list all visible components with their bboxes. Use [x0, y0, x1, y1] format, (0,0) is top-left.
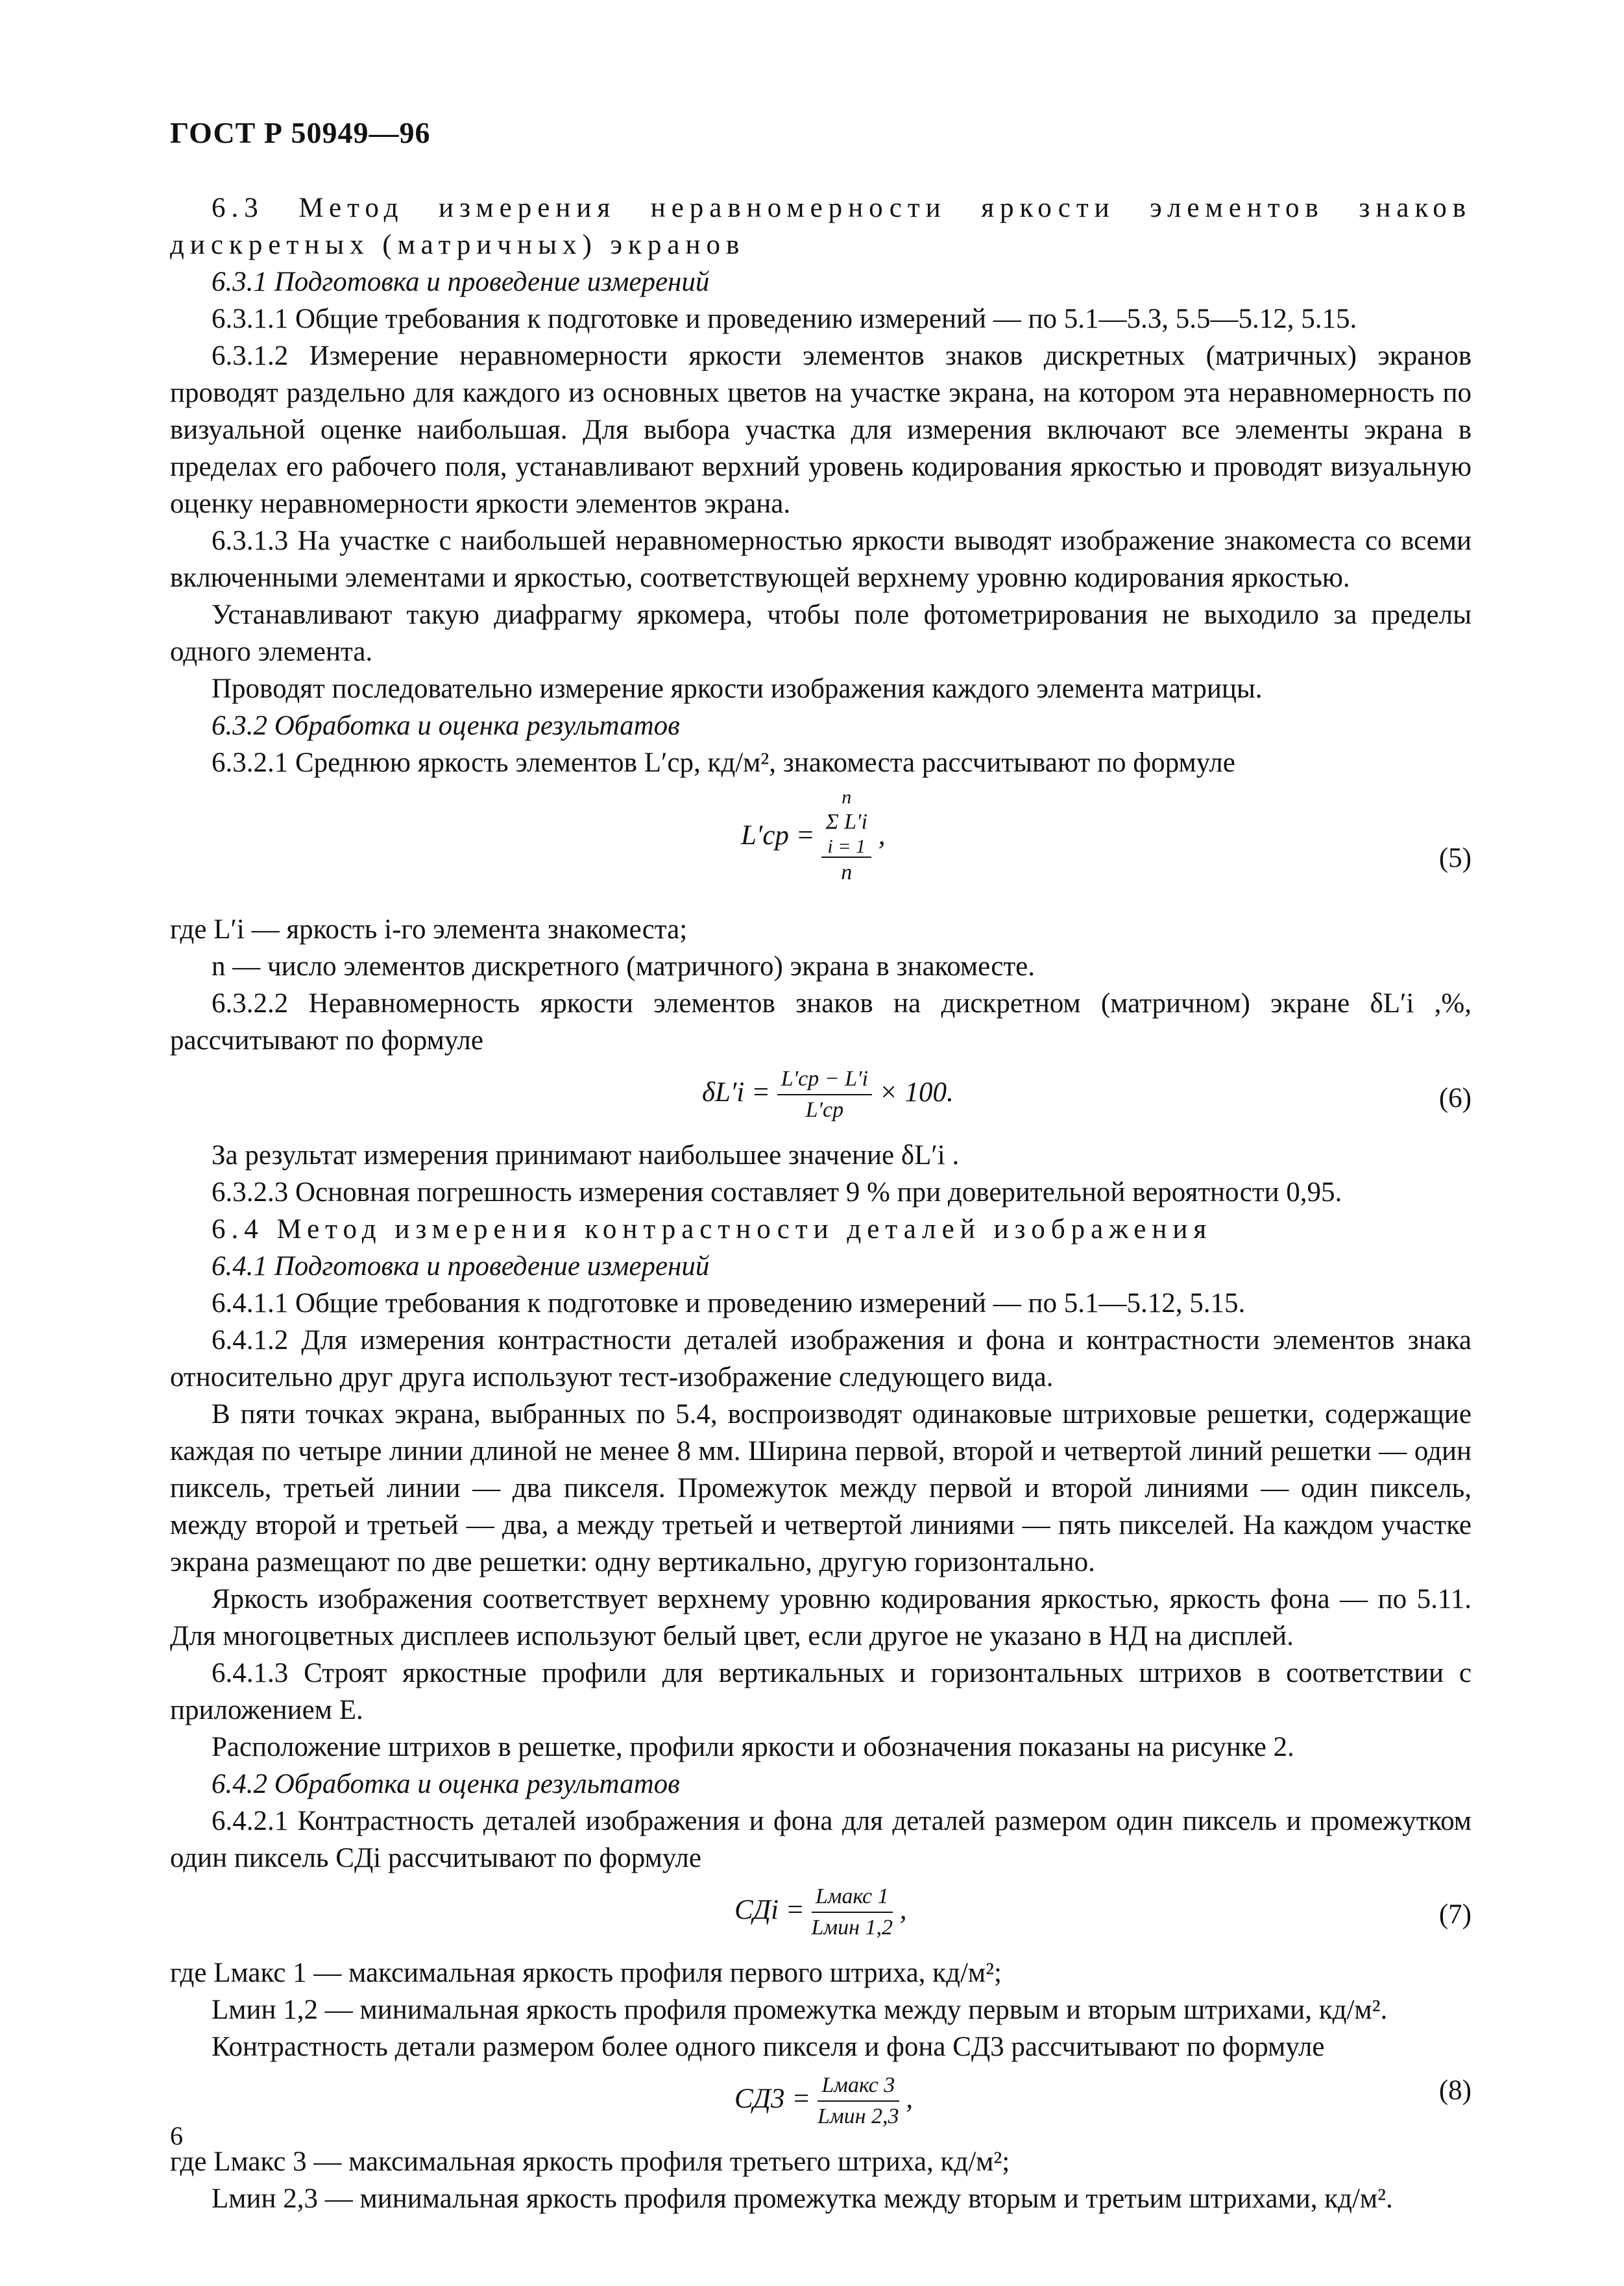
formula-6-lhs: δL′i =	[702, 1076, 771, 1108]
formula-5-sum-top: n	[842, 786, 852, 808]
formula-6-numerator: L′ср − L′i	[777, 1064, 872, 1095]
formula-7-tail: ,	[899, 1894, 907, 1925]
formula-8-denominator: Lмин 2,3	[818, 2104, 899, 2128]
formula-7-numerator: Lмакс 1	[812, 1882, 893, 1913]
formula-6	[170, 1059, 1472, 1137]
paragraph-five-points: В пяти точках экрана, выбранных по 5.4, воспроизводят одинаковые штриховые решетки, содержащие каждая по четыре линии длиной не менее 8 мм. Ширина первой, второй и четвертой линий решетки — один пиксель, третьей линии — два пикселя. Промежуток между первой и второй линиями — один пиксель, между второй и третьей — два, а между третьей и четвертой линиями — пять пикселей. На каждом участке экрана размещают по две решетки: одну вертикально, другую горизонтально.	[170, 1399, 1472, 1577]
formula-7	[170, 1877, 1472, 1954]
formula-5-sum-body: Σ L′i	[825, 810, 867, 834]
section-6-4-title: 6.4 Метод измерения контрастности деталей изображения	[212, 1214, 1213, 1245]
formula-8-number: (8)	[1438, 2075, 1472, 2106]
where-8-b: Lмин 2,3 — минимальная яркость профиля промежутка между вторым и третьим штрихами, кд/м².	[212, 2183, 1393, 2214]
formula-7-number: (7)	[1438, 1899, 1472, 1930]
formula-7-lhs: CДi =	[734, 1894, 805, 1925]
paragraph-result: За результат измерения принимают наибольшее значение δL′i .	[212, 1140, 960, 1171]
paragraph-6-3-2-2: 6.3.2.2 Неравномерность яркости элементов знаков на дискретном (матричном) экране δL′i ,%, рассчитывают по формуле	[170, 988, 1472, 1056]
formula-8-lhs: CД3 =	[734, 2083, 811, 2114]
paragraph-contrast-3: Контрастность детали размером более одного пикселя и фона CД3 рассчитывают по формуле	[212, 2032, 1325, 2062]
paragraph-sequential: Проводят последовательно измерение яркости изображения каждого элемента матрицы.	[212, 674, 1263, 704]
formula-6-fraction	[777, 1064, 872, 1125]
formula-6-tail: × 100.	[879, 1076, 954, 1108]
formula-7-denominator: Lмин 1,2	[811, 1915, 893, 1939]
formula-8	[170, 2065, 1472, 2143]
formula-5-fraction	[821, 788, 871, 888]
document-body	[170, 189, 1472, 2217]
formula-5-number: (5)	[1438, 843, 1472, 873]
where-7-a: где Lмакс 1 — максимальная яркость профиля первого штриха, кд/м²;	[170, 1958, 1002, 1988]
where-8-a: где Lмакс 3 — максимальная яркость профиля третьего штриха, кд/м²;	[170, 2146, 1010, 2177]
formula-6-denominator: L′ср	[805, 1098, 844, 1122]
page-number: 6	[170, 2121, 183, 2150]
paragraph-arrangement: Расположение штрихов в решетке, профили яркости и обозначения показаны на рисунке 2.	[212, 1732, 1294, 1762]
formula-5-tail: ,	[878, 820, 886, 851]
formula-5	[170, 781, 1472, 911]
paragraph-6-3-2-1: 6.3.2.1 Среднюю яркость элементов L′ср, кд/м², знакоместа рассчитывают по формуле	[212, 748, 1235, 778]
formula-7-fraction	[812, 1882, 893, 1943]
section-6-4-2-title: 6.4.2 Обработка и оценка результатов	[212, 1769, 680, 1799]
paragraph-6-3-1-3: 6.3.1.3 На участке с наибольшей неравномерностью яркости выводят изображение знакоместа со всеми включенными элементами и яркостью, соответствующей верхнему уровню кодирования яркостью.	[170, 526, 1472, 593]
formula-5-sum-bottom: i = 1	[827, 836, 866, 857]
formula-5-denominator: n	[841, 860, 853, 884]
paragraph-diaphragm: Устанавливают такую диафрагму яркомера, чтобы поле фотометрирования не выходило за пределы одного элемента.	[170, 600, 1472, 667]
paragraph-6-3-2-3: 6.3.2.3 Основная погрешность измерения составляет 9 % при доверительной вероятности 0,95.	[212, 1177, 1342, 1208]
paragraph-6-4-1-2: 6.4.1.2 Для измерения контрастности деталей изображения и фона и контрастности элементов знака относительно друг друга используют тест-изображение следующего вида.	[170, 1325, 1472, 1392]
paragraph-brightness: Яркость изображения соответствует верхнему уровню кодирования яркостью, яркость фона — по 5.11. Для многоцветных дисплеев используют белый цвет, если другое не указано в НД на дисплей.	[170, 1584, 1472, 1651]
formula-8-numerator: Lмакс 3	[818, 2071, 899, 2102]
paragraph-6-4-1-3: 6.4.1.3 Строят яркостные профили для вертикальных и горизонтальных штрихов в соответствии с приложением Е.	[170, 1658, 1472, 1725]
formula-8-tail: ,	[906, 2083, 914, 2114]
formula-5-lhs: L′ср =	[741, 820, 815, 851]
formula-6-number: (6)	[1438, 1083, 1472, 1113]
where-5-a: где L′i — яркость i-го элемента знакоместа;	[170, 914, 688, 945]
paragraph-6-4-1-1: 6.4.1.1 Общие требования к подготовке и проведению измерений — по 5.1—5.12, 5.15.	[212, 1288, 1246, 1319]
paragraph-6-3-1-1: 6.3.1.1 Общие требования к подготовке и проведению измерений — по 5.1—5.3, 5.5—5.12, 5.15.	[212, 304, 1357, 334]
formula-8-fraction	[818, 2071, 899, 2132]
where-7-b: Lмин 1,2 — минимальная яркость профиля промежутка между первым и вторым штрихами, кд/м².	[212, 1995, 1388, 2025]
section-6-3-1-title: 6.3.1 Подготовка и проведение измерений	[212, 267, 710, 297]
section-6-3-title: 6.3 Метод измерения неравномерности яркости элементов знаков дискретных (матричных) экранов	[170, 193, 1472, 260]
document-header: ГОСТ Р 50949—96	[170, 116, 431, 149]
formula-5-numerator	[821, 788, 871, 858]
where-5-b: n — число элементов дискретного (матричного) экрана в знакоместе.	[212, 951, 1036, 982]
section-6-3-2-title: 6.3.2 Обработка и оценка результатов	[212, 711, 680, 741]
section-6-4-1-title: 6.4.1 Подготовка и проведение измерений	[212, 1251, 710, 1282]
paragraph-6-4-2-1: 6.4.2.1 Контрастность деталей изображения и фона для деталей размером один пиксель и промежутком один пиксель CДi рассчитывают по формуле	[170, 1806, 1472, 1873]
paragraph-6-3-1-2: 6.3.1.2 Измерение неравномерности яркости элементов знаков дискретных (матричных) экранов проводят раздельно для каждого из основных цветов на участке экрана, на котором эта неравномерность по визуальной оценке наибольшая. Для выбора участка для измерения включают все элементы экрана в пределах его рабочего поля, устанавливают верхний уровень кодирования яркостью и проводят визуальную оценку неравномерности яркости элементов экрана.	[170, 341, 1472, 519]
